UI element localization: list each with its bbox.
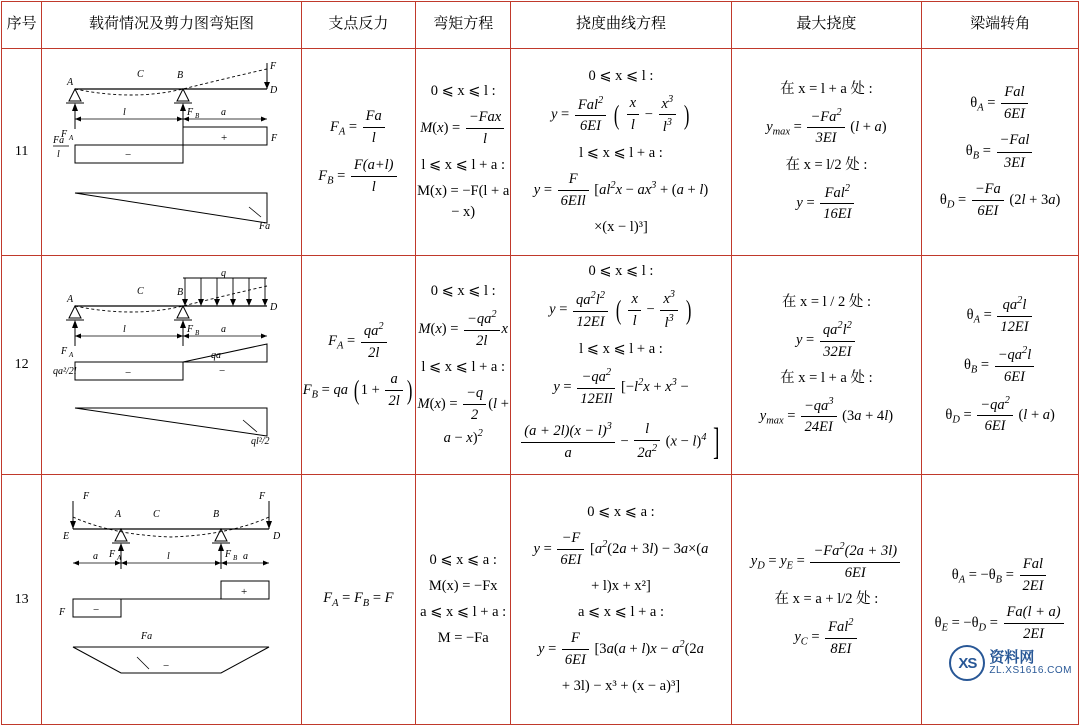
row-deflection bbox=[511, 49, 731, 256]
angle-1: $\theta_A$ = $\frac{\text{Fal}}{6EI}$ bbox=[922, 82, 1078, 125]
svg-text:l: l bbox=[123, 107, 127, 118]
row-reaction bbox=[301, 49, 415, 256]
moment-range-2: l ⩽ x ⩽ l + a : bbox=[421, 359, 505, 376]
watermark-text-group bbox=[989, 650, 1072, 676]
moment-eq-2: M = −Fa bbox=[437, 630, 489, 647]
svg-text:B: B bbox=[195, 112, 200, 120]
svg-text:qa: qa bbox=[211, 350, 222, 362]
moment-eq-1: M(x) = −Fx bbox=[428, 578, 498, 595]
svg-text:−: − bbox=[219, 365, 226, 378]
angle-2: $\theta_B$ = $\frac{\text{−Fal}}{3EI}$ bbox=[922, 130, 1078, 173]
maxdefl-cond-2: 在 x = l/2 处 : bbox=[785, 156, 868, 173]
row-maxdeflection bbox=[731, 475, 922, 725]
svg-text:−: − bbox=[93, 604, 100, 617]
svg-text:−: − bbox=[125, 367, 132, 380]
svg-text:D: D bbox=[270, 85, 278, 96]
svg-text:F: F bbox=[187, 107, 194, 118]
maxdefl-val-1: y = $\frac{qa^2l^2}{32EI}$ bbox=[732, 318, 922, 363]
maxdefl-val-1: $y_{max}$ = $\frac{-Fa^2}{3EI}$ (l + a) bbox=[766, 106, 887, 147]
defl-range-1: 0 ⩽ x ⩽ a : bbox=[587, 504, 655, 521]
row-deflection bbox=[511, 475, 731, 725]
beam-diagram-11-svg bbox=[53, 57, 289, 247]
header-figure: 载荷情况及剪力图弯矩图 bbox=[42, 2, 301, 49]
svg-text:F: F bbox=[83, 491, 90, 503]
svg-text:l: l bbox=[167, 551, 171, 563]
svg-text:A: A bbox=[67, 77, 74, 88]
svg-text:B: B bbox=[195, 329, 200, 338]
beam-diagram-12 bbox=[53, 270, 289, 460]
header-moment: 弯矩方程 bbox=[416, 2, 511, 49]
row-deflection bbox=[511, 256, 731, 475]
svg-text:l: l bbox=[57, 149, 61, 160]
svg-text:−: − bbox=[163, 660, 170, 673]
defl-eq-2-head: y = $\frac{F}{\text{6EIl}}$ [$al^2x - ax^3 + (a + l)$ bbox=[533, 171, 709, 210]
beam-diagram-11 bbox=[53, 57, 289, 247]
svg-text:F: F bbox=[271, 133, 278, 144]
svg-text:E: E bbox=[63, 531, 70, 543]
row-moment bbox=[416, 475, 511, 725]
svg-text:+: + bbox=[221, 132, 228, 144]
svg-text:A: A bbox=[67, 294, 74, 306]
defl-range-1: 0 ⩽ x ⩽ l : bbox=[588, 263, 654, 279]
moment-eq-1: M(x) = $\frac{-qa^2}{2l}$ x bbox=[418, 309, 508, 350]
angle-3: $\theta_D$ = $\frac{-Fa}{6EI}$ (2l + 3a) bbox=[939, 180, 1061, 219]
defl-range-2: l ⩽ x ⩽ l + a : bbox=[579, 340, 663, 357]
row-figure bbox=[42, 49, 301, 256]
reaction-line-1: $F_A$ = $\frac{Fa}{l}$ bbox=[302, 106, 415, 149]
maxdefl-line-1: $y_D = y_E$ = $\frac{-Fa^2(2a + 3l)}{6EI}$ bbox=[732, 539, 922, 584]
maxdefl-cond-1: 在 x = l + a 处 : bbox=[780, 80, 873, 97]
beam-diagram-13-svg bbox=[53, 487, 289, 712]
angle-2: $\theta_B$ = $\frac{-qa^2l}{6EI}$ bbox=[922, 343, 1078, 388]
svg-text:A: A bbox=[117, 554, 122, 563]
svg-text:B: B bbox=[177, 287, 184, 299]
defl-eq-1-tail: + l)x + x²] bbox=[591, 578, 651, 595]
svg-text:Fa: Fa bbox=[141, 631, 153, 643]
moment-range-1: 0 ⩽ x ⩽ l : bbox=[430, 82, 496, 99]
row-maxdeflection bbox=[731, 49, 922, 256]
beam-formula-table bbox=[1, 1, 1079, 725]
svg-text:A: A bbox=[69, 351, 74, 360]
reaction-line-2: $F_B$ = qa ( 1 + $\frac{a}{2l}$ ) bbox=[302, 370, 413, 409]
svg-text:l: l bbox=[123, 324, 127, 336]
maxdefl-cond-2: 在 x = a + l/2 处 : bbox=[774, 591, 879, 608]
moment-eq-1: M(x) = $\frac{\text{−Fax}}{l}$ bbox=[416, 107, 510, 150]
defl-eq-2-tail: + 3l) − x³ + (x − a)³] bbox=[561, 678, 681, 695]
beam-diagram-12-svg bbox=[53, 270, 289, 460]
svg-text:F: F bbox=[259, 491, 266, 503]
header-deflection: 挠度曲线方程 bbox=[511, 2, 731, 49]
svg-text:a: a bbox=[93, 551, 99, 563]
svg-text:ql²/2: ql²/2 bbox=[251, 436, 271, 448]
angle-2: $\theta_E = -\theta_D$ = $\frac{Fa(l + a)}{2EI}$ bbox=[922, 602, 1078, 645]
svg-text:+: + bbox=[241, 586, 248, 599]
table-body bbox=[2, 49, 1079, 725]
maxdefl-cond-1: 在 x = l / 2 处 : bbox=[781, 293, 871, 310]
svg-text:Fa: Fa bbox=[259, 221, 271, 232]
svg-text:D: D bbox=[270, 302, 278, 314]
row-moment bbox=[416, 256, 511, 475]
defl-eq-2-head: y = $\frac{F}{6EI}$ [$3a(a + l)x - a^2(2a$ bbox=[538, 630, 704, 669]
svg-text:F: F bbox=[109, 549, 116, 561]
header-maxdeflection: 最大挠度 bbox=[731, 2, 922, 49]
moment-range-1: 0 ⩽ x ⩽ a : bbox=[429, 552, 497, 569]
row-seq: 12 bbox=[2, 256, 42, 475]
svg-text:F: F bbox=[61, 346, 68, 358]
angle-1: $\theta_A = -\theta_B$ = $\frac{\text{Fal}}{2EI}$ bbox=[922, 554, 1078, 597]
defl-eq-2-head: y = $\frac{-qa^2}{\text{12EIl}}$ [$-l^2x + x^3$ − bbox=[553, 366, 689, 407]
svg-text:C: C bbox=[153, 509, 161, 521]
defl-eq-1: y = $\frac{qa^2l^2}{12EI}$ ( $\frac{x}{l}$ − $\frac{x^3}{l^3}$ ) bbox=[549, 289, 691, 331]
row-seq: 13 bbox=[2, 475, 42, 725]
row-endangle bbox=[922, 49, 1079, 256]
header-row bbox=[2, 2, 1079, 49]
svg-text:−: − bbox=[125, 149, 132, 161]
table-row bbox=[2, 256, 1079, 475]
reaction-line-1: $F_A$ = $\frac{qa^2}{2l}$ bbox=[302, 319, 415, 364]
defl-range-2: a ⩽ x ⩽ l + a : bbox=[577, 604, 664, 621]
row-moment bbox=[416, 49, 511, 256]
svg-text:a: a bbox=[243, 551, 249, 563]
defl-eq-2-tail: $\frac{(a + 2l)(x - l)^3}{a}$ − $\frac{l}{2a^2}$ $(x - l)^4$ ] bbox=[511, 415, 730, 470]
moment-range-2: a ⩽ x ⩽ l + a : bbox=[420, 604, 507, 621]
svg-text:C: C bbox=[137, 69, 145, 80]
svg-text:F: F bbox=[59, 607, 66, 619]
svg-text:F: F bbox=[187, 324, 194, 336]
svg-text:D: D bbox=[273, 531, 281, 543]
svg-text:B: B bbox=[177, 70, 184, 81]
svg-text:B: B bbox=[213, 509, 220, 521]
svg-text:F: F bbox=[225, 549, 232, 561]
svg-text:C: C bbox=[137, 286, 145, 298]
row-figure bbox=[42, 256, 301, 475]
watermark bbox=[949, 645, 1072, 681]
defl-eq-1: y = $\frac{Fal^2}{6EI}$ ( $\frac{x}{l}$ − $\frac{x^3}{l^3}$ ) bbox=[550, 93, 690, 136]
row-seq: 11 bbox=[2, 49, 42, 256]
table-row bbox=[2, 49, 1079, 256]
row-maxdeflection bbox=[731, 256, 922, 475]
svg-text:A: A bbox=[115, 509, 122, 521]
maxdefl-val-2: $y_C$ = $\frac{Fal^2}{8EI}$ bbox=[732, 615, 922, 660]
defl-range-1: 0 ⩽ x ⩽ l : bbox=[588, 67, 654, 84]
svg-text:F: F bbox=[61, 129, 68, 140]
header-reaction: 支点反力 bbox=[301, 2, 415, 49]
moment-eq-2: M(x) = $\frac{-q}{2}$ $(l + a - x)^2$ bbox=[417, 385, 509, 446]
beam-diagram-13 bbox=[53, 487, 289, 712]
angle-1: $\theta_A$ = $\frac{qa^2l}{12EI}$ bbox=[922, 293, 1078, 338]
defl-range-2: l ⩽ x ⩽ l + a : bbox=[579, 145, 663, 162]
defl-eq-2-tail: ×(x − l)³] bbox=[594, 219, 648, 236]
svg-text:A: A bbox=[69, 134, 74, 142]
watermark-logo: XS bbox=[949, 645, 985, 681]
row-reaction bbox=[301, 475, 415, 725]
row-endangle bbox=[922, 475, 1079, 725]
maxdefl-val-2: y = $\frac{Fal^2}{16EI}$ bbox=[732, 181, 922, 226]
defl-eq-1-head: y = $\frac{-F}{6EI}$ [$a^2(2a + 3l) - 3a\times(a$ bbox=[533, 530, 709, 569]
row-figure bbox=[42, 475, 301, 725]
row-endangle bbox=[922, 256, 1079, 475]
header-endangle: 梁端转角 bbox=[922, 2, 1079, 49]
row-reaction bbox=[301, 256, 415, 475]
angle-3: $\theta_D$ = $\frac{-qa^2}{6EI}$ (l + a) bbox=[945, 394, 1055, 435]
svg-text:q: q bbox=[221, 270, 227, 280]
maxdefl-val-2: $y_{max}$ = $\frac{-qa^3}{24EI}$ (3a + 4l) bbox=[759, 395, 894, 436]
moment-range-2: l ⩽ x ⩽ l + a : bbox=[421, 157, 505, 173]
svg-text:a: a bbox=[221, 107, 227, 118]
table-header bbox=[2, 2, 1079, 49]
watermark-url: ZL.XS1616.COM bbox=[989, 664, 1072, 676]
svg-text:F: F bbox=[270, 61, 277, 72]
watermark-text: 资料网 bbox=[989, 648, 1035, 666]
svg-text:B: B bbox=[233, 554, 238, 563]
moment-eq-2: M(x) = −F(l + a − x) bbox=[417, 183, 510, 221]
page-root bbox=[0, 1, 1080, 695]
svg-text:a: a bbox=[221, 324, 227, 336]
svg-text:qa²/2l: qa²/2l bbox=[53, 366, 78, 378]
reaction-single: $F_A = F_B = F$ bbox=[323, 590, 394, 610]
header-seq: 序号 bbox=[2, 2, 42, 49]
maxdefl-cond-2: 在 x = l + a 处 : bbox=[780, 369, 873, 386]
moment-range-1: 0 ⩽ x ⩽ l : bbox=[430, 283, 496, 300]
table-row bbox=[2, 475, 1079, 725]
reaction-line-2: $F_B$ = $\frac{F(a+l)}{l}$ bbox=[302, 155, 415, 198]
svg-text:Fa: Fa bbox=[53, 135, 65, 146]
